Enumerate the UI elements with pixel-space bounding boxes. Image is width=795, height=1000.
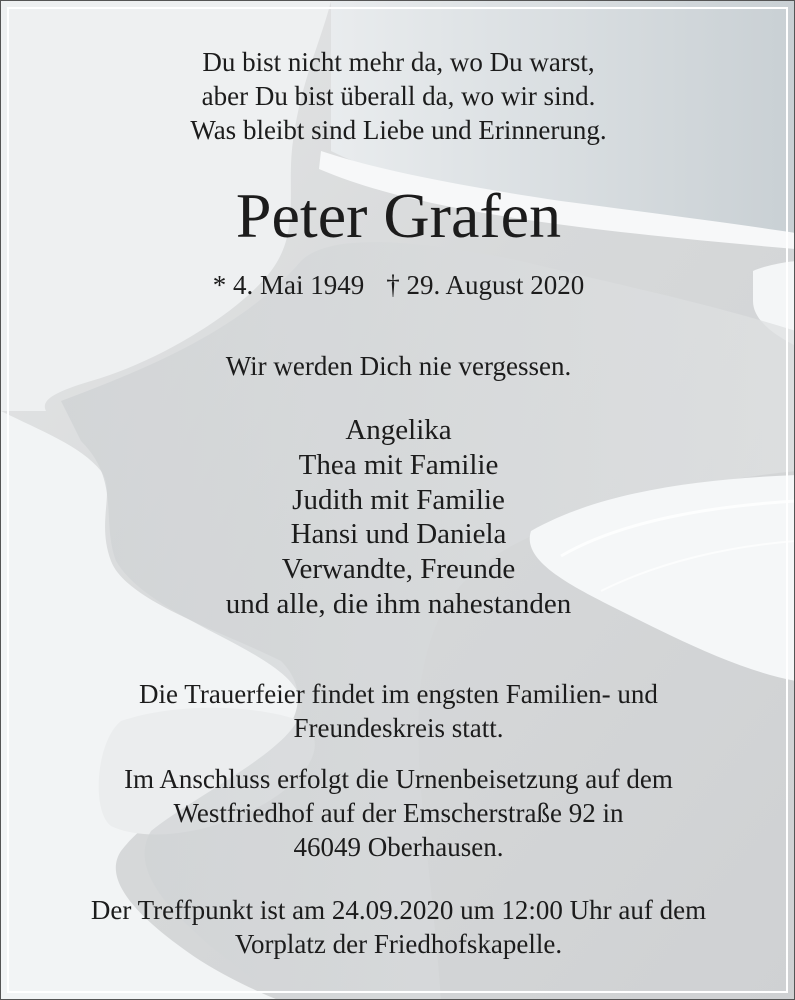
- mourner: Angelika: [345, 414, 452, 446]
- memorial-verse: [1, 45, 795, 147]
- mourner: Thea mit Familie: [298, 448, 499, 481]
- mourners-list: [1, 413, 795, 622]
- life-dates: [1, 267, 795, 303]
- notice-line: Im Anschluss erfolgt die Urnenbeisetzung auf dem: [124, 764, 673, 794]
- notice-line: Der Treffpunkt ist am 24.09.2020 um 12:00 Uhr auf dem: [90, 895, 707, 925]
- deceased-name: Peter Grafen: [235, 180, 562, 251]
- mourner: Verwandte, Freunde: [281, 553, 516, 586]
- funeral-notice: [1, 677, 795, 745]
- farewell-motto: Wir werden Dich nie vergessen.: [225, 351, 572, 381]
- notice-line: Freundeskreis statt.: [293, 713, 504, 743]
- mourner: und alle, die ihm nahestanden: [225, 587, 572, 620]
- burial-notice: [1, 762, 795, 864]
- notice-line: Westfriedhof auf der Emscherstraße 92 in: [173, 798, 624, 828]
- birth-date: * 4. Mai 1949: [212, 270, 365, 300]
- verse-line: Du bist nicht mehr da, wo Du warst,: [202, 47, 595, 77]
- mourner: Judith mit Familie: [292, 483, 505, 516]
- mourner: Hansi und Daniela: [290, 518, 507, 551]
- verse-line: Was bleibt sind Liebe und Erinnerung.: [190, 115, 607, 145]
- death-date: † 29. August 2020: [386, 270, 585, 300]
- notice-line: Die Trauerfeier findet im engsten Familien- und: [139, 679, 658, 709]
- verse-line: aber Du bist überall da, wo wir sind.: [201, 81, 596, 111]
- notice-line: 46049 Oberhausen.: [293, 832, 504, 862]
- meeting-notice: [1, 893, 795, 961]
- notice-line: Vorplatz der Friedhofskapelle.: [234, 929, 563, 959]
